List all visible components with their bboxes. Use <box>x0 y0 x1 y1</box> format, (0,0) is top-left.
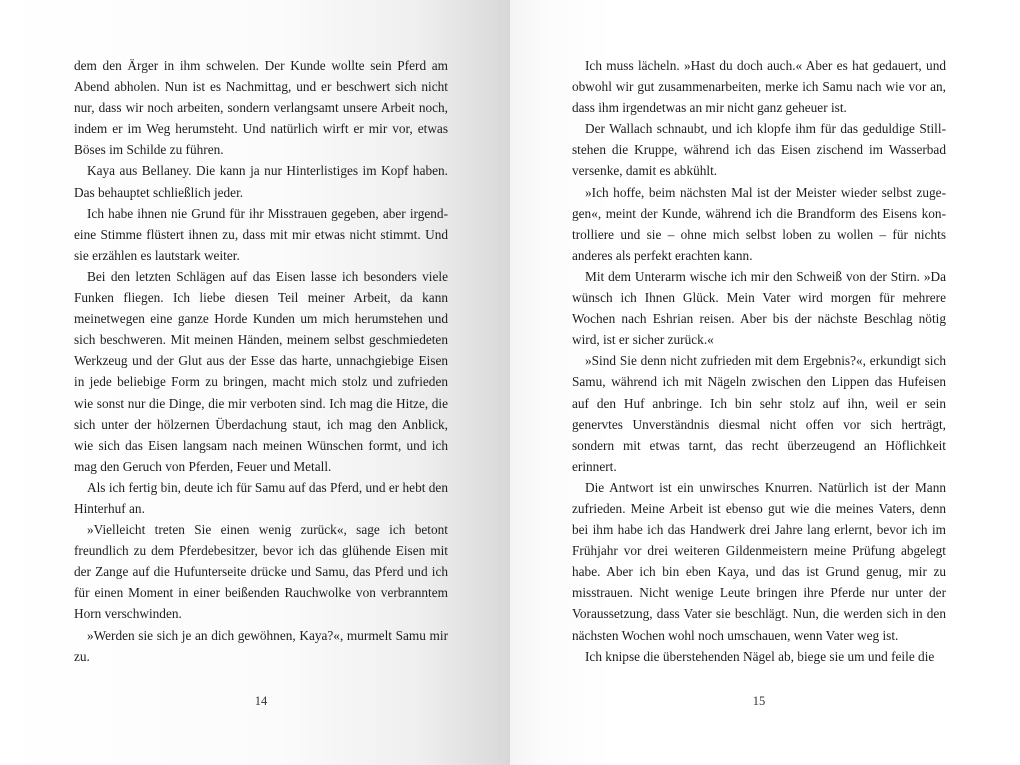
right-page <box>510 0 1020 765</box>
page-number-right: 15 <box>752 694 766 708</box>
paragraph: Ich habe ihnen nie Grund für ihr Misstrauen gegeben, aber irgendeine Stimme flüstert ihnen zu, dass mit mir etwas nicht stimmt. Und sie erzählen es lautstark weiter. <box>74 205 448 263</box>
paragraph: Kaya aus Bellaney. Die kann ja nur Hinterlistiges im Kopf haben. Das behauptet schließlich jeder. <box>74 163 448 200</box>
paragraph: Die Antwort ist ein unwirsches Knurren. Natürlich ist der Mann zufrieden. Meine Arbeit ist ebenso gut wie die meines Vaters, denn bei ihm habe ich das Handwerk drei Jahre lang erlernt, bevor ich im Frühjahr vor drei weiteren Gildenmeistern meine Prüfung abgelegt habe. Aber ich bin eben Kaya, und das ist Grund genug, mir zu misstrauen. Nicht wenige Leute bringen ihre Pferde nur unter der Voraussetzung, dass Vater sie beschlägt. Nun, die werden sich in den nächsten Wochen wohl noch umschauen, wenn Vater weg ist. <box>572 479 946 643</box>
paragraph: »Vielleicht treten Sie einen wenig zurück«, sage ich betont freundlich zu dem Pferdebesitzer, bevor ich das glühende Eisen mit der Zange auf die Hufunterseite drücke und Samu, das Pferd und ich für einen Moment in einer beißenden Rauchwolke von verbranntem Horn verschwinden. <box>74 522 448 622</box>
left-page-text <box>74 55 448 667</box>
paragraph: Als ich fertig bin, deute ich für Samu auf das Pferd, und er hebt den Hinterhuf an. <box>74 479 448 516</box>
paragraph: »Sind Sie denn nicht zufrieden mit dem Ergebnis?«, erkundigt sich Samu, während ich mit Nägeln zwischen den Lippen das Hufeisen auf den Huf anbringe. Ich bin sehr stolz auf ihn, weil er sein genervtes Unverständnis diesmal nicht offen vor sich herträgt, sondern mit etwas tarnt, das recht überzeugend an Höflichkeit erinnert. <box>572 353 946 474</box>
paragraph: Ich muss lächeln. »Hast du doch auch.« Aber es hat gedauert, und obwohl wir gut zusammenarbeiten, merke ich Samu nach wie vor an, dass ihm irgendetwas an mir nicht ganz geheuer ist. <box>572 58 946 116</box>
right-page-text <box>572 55 946 667</box>
paragraph: »Ich hoffe, beim nächsten Mal ist der Meister wieder selbst zugegen«, meint der Kunde, während ich die Brandform des Eisens kontrolliere und sie – ohne mich selbst loben zu wollen – für nichts anderes als perfekt erachten kann. <box>572 184 946 263</box>
paragraph: Ich knipse die überstehenden Nägel ab, biege sie um und feile die <box>585 648 935 664</box>
paragraph: dem den Ärger in ihm schwelen. Der Kunde wollte sein Pferd am Abend abholen. Nun ist es Nachmittag, und er beschwert sich nicht nur, dass wir noch arbeiten, sondern verlangsamt unsere Arbeit noch, indem er im Weg herumsteht. Und natürlich wirft er mir vor, etwas Böses im Schilde zu führen. <box>74 58 448 158</box>
paragraph: Mit dem Unterarm wische ich mir den Schweiß von der Stirn. »Da wünsch ich Ihnen Glück. Mein Vater wird morgen für mehrere Wochen nach Eshrian reisen. Aber bis der nächste Beschlag nötig wird, ist er sicher zurück.« <box>572 268 946 348</box>
paragraph: Bei den letzten Schlägen auf das Eisen lasse ich besonders viele Funken fliegen. Ich liebe diesen Teil meiner Arbeit, da kann meinetwegen eine ganze Horde Kunden um mich herumstehen und sich beschweren. Mit meinen Händen, meinem selbst geschmiedeten Werkzeug und der Glut aus der Esse das harte, unnachgiebige Eisen in jede beliebige Form zu bringen, macht mich stolz und zufrieden wie sonst nur die Dinge, die mir verboten sind. Ich mag die Hitze, die sich unter der hölzernen Überdachung staut, ich mag den Anblick, wie sich das Eisen langsam nach meinen Wünschen formt, und ich mag den Geruch von Pferden, Feuer und Metall. <box>74 268 448 474</box>
paragraph: Der Wallach schnaubt, und ich klopfe ihm für das geduldige Stillstehen die Kruppe, während ich das Eisen zischend im Wasserbad versenke, damit es abkühlt. <box>572 121 946 179</box>
paragraph: »Werden sie sich je an dich gewöhnen, Kaya?«, murmelt Samu mir zu. <box>74 627 448 664</box>
page-number-left: 14 <box>254 694 268 708</box>
